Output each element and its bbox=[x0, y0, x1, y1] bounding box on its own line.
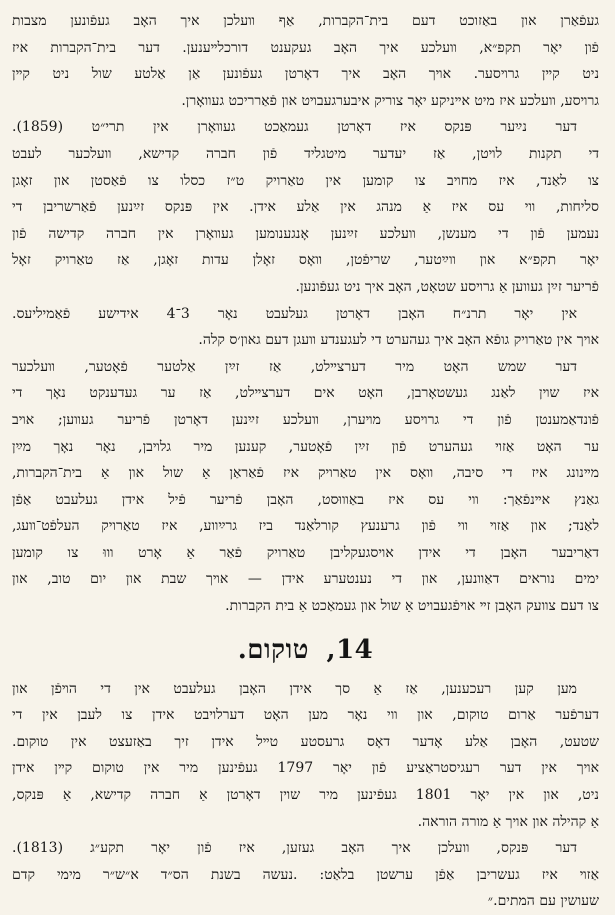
text-line: דער נײַער פּנקס איז דאָרטן געמאַכט געװאָרן אין תרי״ט (1859). bbox=[12, 119, 577, 136]
text-line: מײנונג איז די סיבה, װאָס אין טאַרויק איז פֿאַראַן אַ שול און אַ בית־הקברות, bbox=[12, 465, 599, 482]
text-line: אין יאָר תרנ״ח האָבן דאָרטן געלעבט נאָר 3־4 אידישע פֿאַמיליעס. bbox=[12, 305, 577, 322]
text-line: שעושין עם המתים.״ bbox=[487, 893, 599, 910]
text-line: גאַנץ אײנפֿאַך: װי עס איז באַװוּסט, האָבן פֿריער פֿיל אידן געלעבט אַפֿן bbox=[12, 491, 599, 508]
text-line: ימים נוראים דאַװנען, און די נענטערע אידן — אױך שבת און יום טוב, און bbox=[12, 571, 599, 588]
text-line: די תקנות לױטן, אַז יעדער מיטגליד פֿון חברה קדישא, װעלכער לעבט bbox=[12, 145, 599, 162]
text-line: גרױסע, װעלכע איז מיט אײניקע יאָר צוריק איבערגעבױט און פֿאַרריכט געװאָרן. bbox=[181, 92, 599, 109]
text-line: צו לאַנד, איז מחױב צו קומען אין טאַרויק ט״ז כסלו צו פֿאַסטן און זאָגן bbox=[12, 172, 599, 189]
text-line: ניט, און אין יאָר 1801 געפֿינען מיר שױן דאָרטן אַ חברה קדישא, אַ פּנקס, bbox=[12, 787, 599, 804]
text-line: שטעט, האָבן אַלע אָדער דאָס גרעסטע טײל אידן זיך באַזעצט אין טוקום. bbox=[12, 733, 599, 750]
text-line: אַזױ איז געשריבן אַפֿן ערשטן בלאַט: .נעשה בשנת הס״ד א״ש״ר מימי קדם bbox=[12, 866, 599, 883]
text-line: יאָר תקפ״א און װײַטער, שריפֿטן, װאָס זאָלן עדות זאָגן, אַז טאַרויק זאָל bbox=[12, 252, 599, 269]
text-line: סליחות, װי עס איז אַ מנהג אין אַלע אידן. אין פּנקס זײַנען פֿאַרשריבן די bbox=[12, 199, 599, 216]
section-heading bbox=[12, 634, 599, 666]
text-line: ניט קײן גרױסער. אױך האָב איך דאָרטן געפֿונען אַן אַלטע שול ניט קײן bbox=[12, 66, 599, 83]
text-line: געפֿאַרן און באַזוכט דעם בית־הקברות, אַף װעלכן איך האָב געפֿונען מצבות bbox=[12, 13, 599, 29]
text-line: דער שמש האָט מיר דערצײלט, אַז זײַן אַלטער פֿאָטער, װעלכער bbox=[12, 358, 577, 375]
text-line: לאַנד; און אַזױ װי פֿון גרענעץ קורלאַנד ביז גרײַװע, איז טאַרויק העלפֿט־װעג, bbox=[12, 518, 599, 535]
text-line: מען קען רעכענען, אַז אַ סך אידן האָבן געלעבט אין די הױפֿן און bbox=[12, 680, 577, 697]
text-line: דער פּנקס, װעלכן איך האָב געזען, איז פֿון יאָר תקע״ג (1813). bbox=[12, 840, 577, 857]
text-line: פֿונדאַמענטן פֿון די גרױסע מױערן, װעלכע זײַנען דאָרטן פֿריער געװען; אױב bbox=[12, 411, 599, 428]
text-line: איז שױן לאַנג געשטאָרבן, האָט אים דערצײלט, אַז ער געדענקט נאָך די bbox=[12, 385, 599, 402]
text-line: צו דעם צװעק האָבן זײ אױפֿגעבױט אַ שול און געמאַכט אַ בית הקברות. bbox=[225, 598, 599, 615]
text-line: אַ קהילה און אױך אַ מורה הוראה. bbox=[417, 813, 599, 830]
paragraph-tukum-pinkas bbox=[12, 835, 599, 915]
text-line: אױך אין דער רעגיסטראַציע פֿון יאָר 1797 געפֿינען מיר אין טוקום קײן אידן bbox=[12, 760, 599, 777]
paragraph-new-pinkas bbox=[12, 114, 599, 300]
paragraph-shammes-story bbox=[12, 354, 599, 620]
paragraph-families bbox=[12, 301, 599, 354]
paragraph-cemetery-visit bbox=[12, 8, 599, 114]
section-number: 14, bbox=[326, 634, 374, 665]
text-line: דאַריבער האָבן די אידן אױסגעקליבן טאַרויק פֿאַר אַ אָרט װוּ צו קומען bbox=[12, 544, 599, 561]
text-line: דערפֿער אַרום טוקום, און װי נאָר מען האָט דערלױבט אידן צו לעבן אין די bbox=[12, 707, 599, 724]
text-line: פֿריער זײַן געװען אַ גרױסע שטאָט, האָב איך ניט געפֿונען. bbox=[295, 278, 599, 295]
text-line: ער האָט אַזױ געהערט פֿון זײַן פֿאָטער, קענען מיר גלױבן, נאָר נאָך מײַן bbox=[12, 438, 599, 455]
text-line: נעמען פֿון די מענשן, װעלכע זײַנען אָנגענומען געװאָרן אין חברה קדישה פֿון bbox=[12, 225, 599, 242]
section-title: טוקום. bbox=[237, 634, 309, 665]
text-line: אױך אין טאַרויק גופֿא האָב איך געהערט די לעגענדע װעגן דעם גאון׳ס קלה. bbox=[198, 332, 599, 349]
paragraph-tukum-jews bbox=[12, 676, 599, 836]
text-line: פֿון יאָר תקפ״א, װעלכע איך האָב געקענט דורכלײענען. דער בית־הקברות איז bbox=[12, 39, 599, 56]
